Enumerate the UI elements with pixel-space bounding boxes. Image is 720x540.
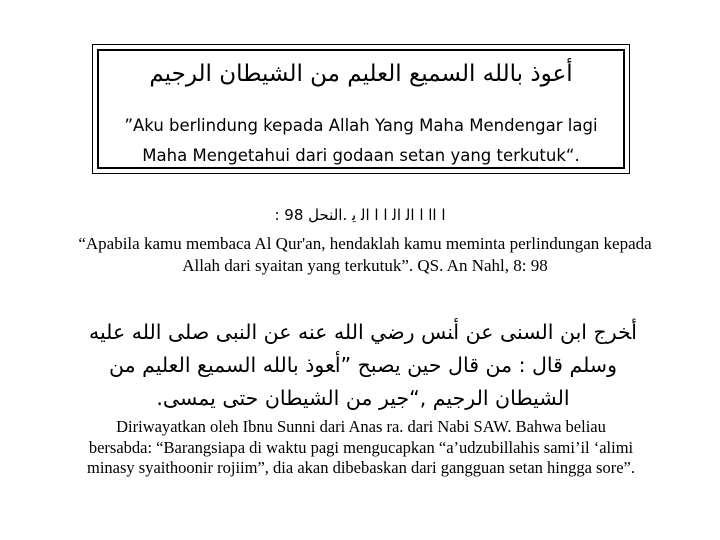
- ta-awwudz-translation: ”Aku berlindung kepada Allah Yang Maha Mendengar lagi Maha Mengetahui dari godaan setan yang terkutuk“.: [124, 116, 598, 165]
- hadith-arabic: أﺨﺮﺝ ﺍﺑﻦ ﺍﻟﺴﻨﻰ ﻋﻦ ﺃﻨﺲ ﺭﺿﻲ ﺍﻟﻠﻪ ﻋﻨﻪ ﻋﻦ ﺍﻟﻨﺒﻰ ﺻﻠﻰ ﺍﻟﻠﻪ ﻋﻠﻴﻪ ﻭﺳﻠﻢ ﻗﺎﻝ : ﻣﻦ ﻗﺎﻝ ﺣﻴﻦ ﻳﺼﺒﺢ ”ﺃﻌﻮﺫ ﺑﺎﻟﻠﻪ ﺍﻟﺴﻤﻴﻊ ﺍﻟﻌﻠﻴﻢ ﻣﻦ ﺍﻟﺸﻴﻄﺎﻥ ﺍﻟﺮﺟﻴﻢ ,“ﺟﻴﺮ ﻣﻦ ﺍﻟﺸﻴﻄﺎﻥ ﺣﺘﻰ ﻳﻤﺴﻰ.: [89, 320, 637, 410]
- verse-translation: “Apabila kamu membaca Al Qur'an, hendaklah kamu meminta perlindungan kepada Allah dari syaitan yang terkutuk”. QS. An Nahl, 8: 98: [78, 234, 652, 275]
- framed-quote-box: [92, 44, 630, 174]
- ta-awwudz-arabic: أعوذ بالله السميع العليم من الشيطان الرجيم: [149, 61, 573, 87]
- verse-arabic: ﺍ ﺍﺍ ﺍ ﺍﻟ ﺍﻟ ﺍ ﺍ ﺍﻟ ﻳ .ﺍﻟﻨﺤﻞ 98 :: [274, 206, 446, 224]
- hadith-translation: Diriwayatkan oleh Ibnu Sunni dari Anas ra. dari Nabi SAW. Bahwa beliau bersabda: “Barangsiapa di waktu pagi mengucapkan “a’udzubillahis sami’il ‘alimi minasy syaithoonir rojiim”, dia akan dibebaskan dari gangguan setan hingga sore”.: [86, 417, 635, 477]
